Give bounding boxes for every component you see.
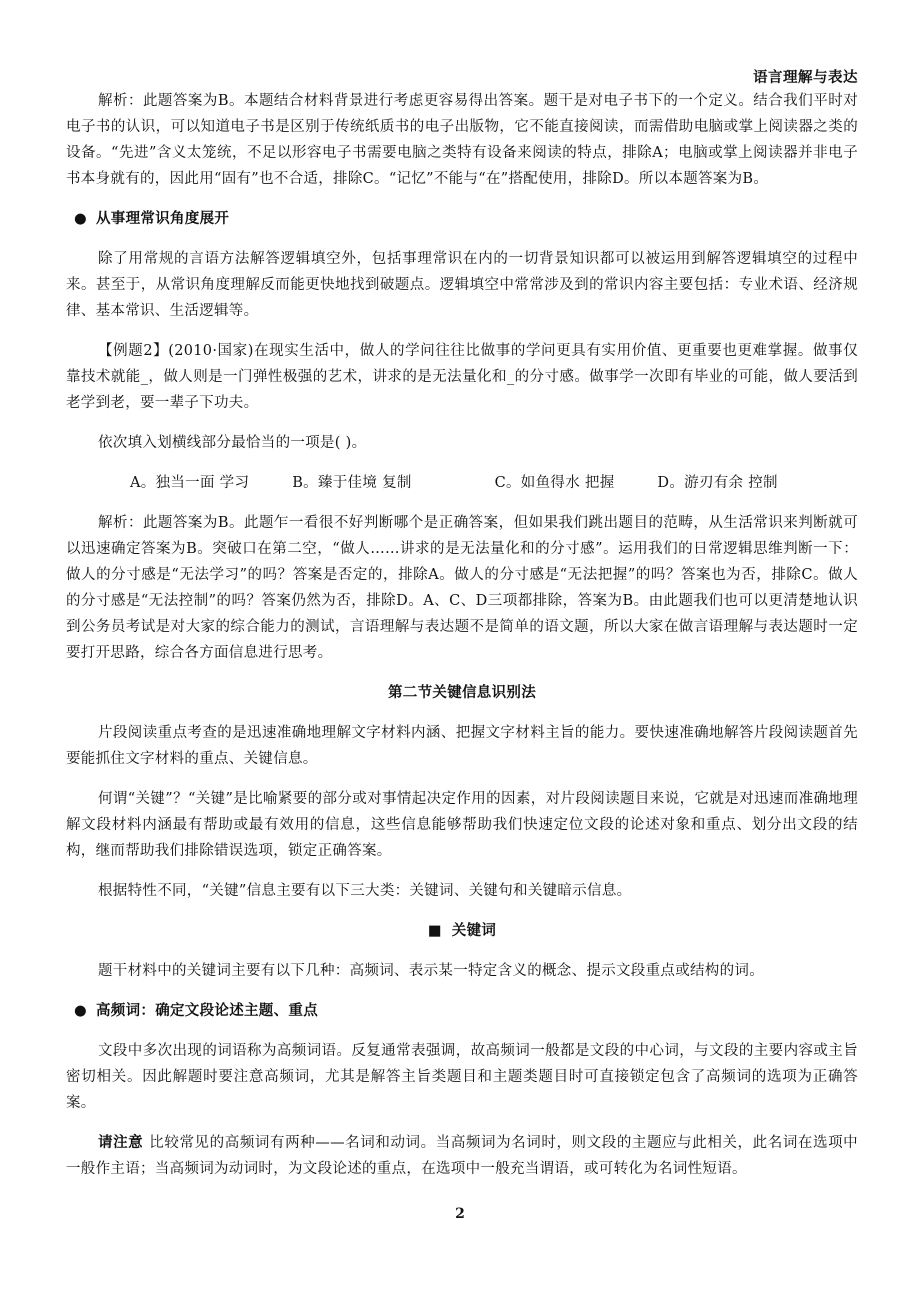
note-text: 比较常见的高频词有两种——名词和动词。当高频词为名词时，则文段的主题应与此相关，此名词在选项中一般作主语；当高频词为动词时，为文段论述的重点，在选项中一般充当谓语，或可转化为名词性短语。: [66, 1135, 858, 1177]
heading-high-frequency: [66, 998, 858, 1024]
subsection-title: 关键词: [451, 923, 497, 939]
option-c: C。如鱼得水 把握: [494, 475, 615, 491]
paragraph-question: 依次填入划横线部分最恰当的一项是( )。: [98, 435, 367, 451]
page-number: 2: [455, 1206, 465, 1222]
black-circle-icon: ●: [74, 211, 87, 227]
paragraph-intro: 除了用常规的言语方法解答逻辑填空外，包括事理常识在内的一切背景知识都可以被运用到解答逻辑填空的过程中来。甚至于，从常识角度理解反而能更快地找到破题点。逻辑填空中常常涉及到的常识内容主要包括：专业术语、经济规律、基本常识、生活逻辑等。: [66, 251, 858, 319]
page-content: [66, 88, 858, 1182]
paragraph-analysis-2: 解析：此题答案为B。此题乍一看很不好判断哪个是正确答案，但如果我们跳出题目的范畴，从生活常识来判断就可以迅速确定答案为B。突破口在第二空，“做人……讲求的是无法量化和的分寸感”。运用我们的日常逻辑思维判断一下：做人的分寸感是“无法学习”的吗？答案是否定的，排除A。做人的分寸感是“无法把握”的吗？答案也为否，排除C。做人的分寸感是“无法控制”的吗？答案仍然为否，排除D。A、C、D三项都排除，答案为B。由此题我们也可以更清楚地认识到公务员考试是对大家的综合能力的测试，言语理解与表达题不是简单的语文题，所以大家在做言语理解与表达题时一定要打开思路，综合各方面信息进行思考。: [66, 515, 858, 661]
paragraph-note: [66, 1130, 858, 1182]
option-d: D。游刃有余 控制: [657, 475, 778, 491]
paragraph-high-frequency: 文段中多次出现的词语称为高频词语。反复通常表强调，故高频词一般都是文段的中心词，与文段的主要内容或主旨密切相关。因此解题时要注意高频词，尤其是解答主旨类题目和主题类题目时可直接锁定包含了高频词的选项为正确答案。: [66, 1043, 858, 1111]
paragraph-analysis-1: 解析：此题答案为B。本题结合材料背景进行考虑更容易得出答案。题干是对电子书下的一个定义。结合我们平时对电子书的认识，可以知道电子书是区别于传统纸质书的电子出版物，它不能直接阅读，而需借助电脑或掌上阅读器之类的设备。“先进”含义太笼统，不足以形容电子书需要电脑之类特有设备来阅读的特点，排除A；电脑或掌上阅读器并非电子书本身就有的，因此用“固有”也不合适，排除C。“记忆”不能与“在”搭配使用，排除D。所以本题答案为B。: [66, 93, 858, 187]
paragraph-keyword-kinds: 题干材料中的关键词主要有以下几种：高频词、表示某一特定含义的概念、提示文段重点或结构的词。: [98, 963, 764, 979]
paragraph-example-2: 【例题2】(2010·国家)在现实生活中，做人的学问往往比做事的学问更具有实用价值、更重要也更难掌握。做事仅靠技术就能_，做人则是一门弹性极强的艺术，讲求的是无法量化和_的分寸感。做事学一次即有毕业的可能，做人要活到老学到老，要一辈子下功夫。: [66, 343, 858, 411]
heading-text: 高频词：确定文段论述主题、重点: [96, 1003, 318, 1019]
page-header-title: 语言理解与表达: [753, 70, 858, 86]
option-a: A。独当一面 学习: [130, 475, 250, 491]
section-title: 第二节关键信息识别法: [388, 685, 536, 701]
option-b: B。臻于佳境 复制: [292, 475, 412, 491]
paragraph-key-types: 根据特性不同，“关键”信息主要有以下三大类：关键词、关键句和关键暗示信息。: [98, 883, 632, 899]
paragraph-reading-focus: 片段阅读重点考查的是迅速准确地理解文字材料内涵、把握文字材料主旨的能力。要快速准确地解答片段阅读题首先要能抓住文字材料的重点、关键信息。: [66, 725, 858, 767]
heading-common-sense: [66, 206, 858, 232]
black-square-icon: ■: [427, 923, 442, 939]
heading-text: 从事理常识角度展开: [96, 211, 230, 227]
answer-options: [66, 470, 858, 496]
black-circle-icon: ●: [74, 1003, 87, 1019]
paragraph-key-definition: 何谓“关键”？“关键”是比喻紧要的部分或对事情起决定作用的因素，对片段阅读题目来说，它就是对迅速而准确地理解文段材料内涵最有帮助或最有效用的信息，这些信息能够帮助我们快速定位文段的论述对象和重点、划分出文段的结构，继而帮助我们排除错误选项，锁定正确答案。: [66, 791, 858, 859]
note-label: 请注意: [98, 1135, 144, 1151]
subsection-keywords: [66, 918, 858, 944]
